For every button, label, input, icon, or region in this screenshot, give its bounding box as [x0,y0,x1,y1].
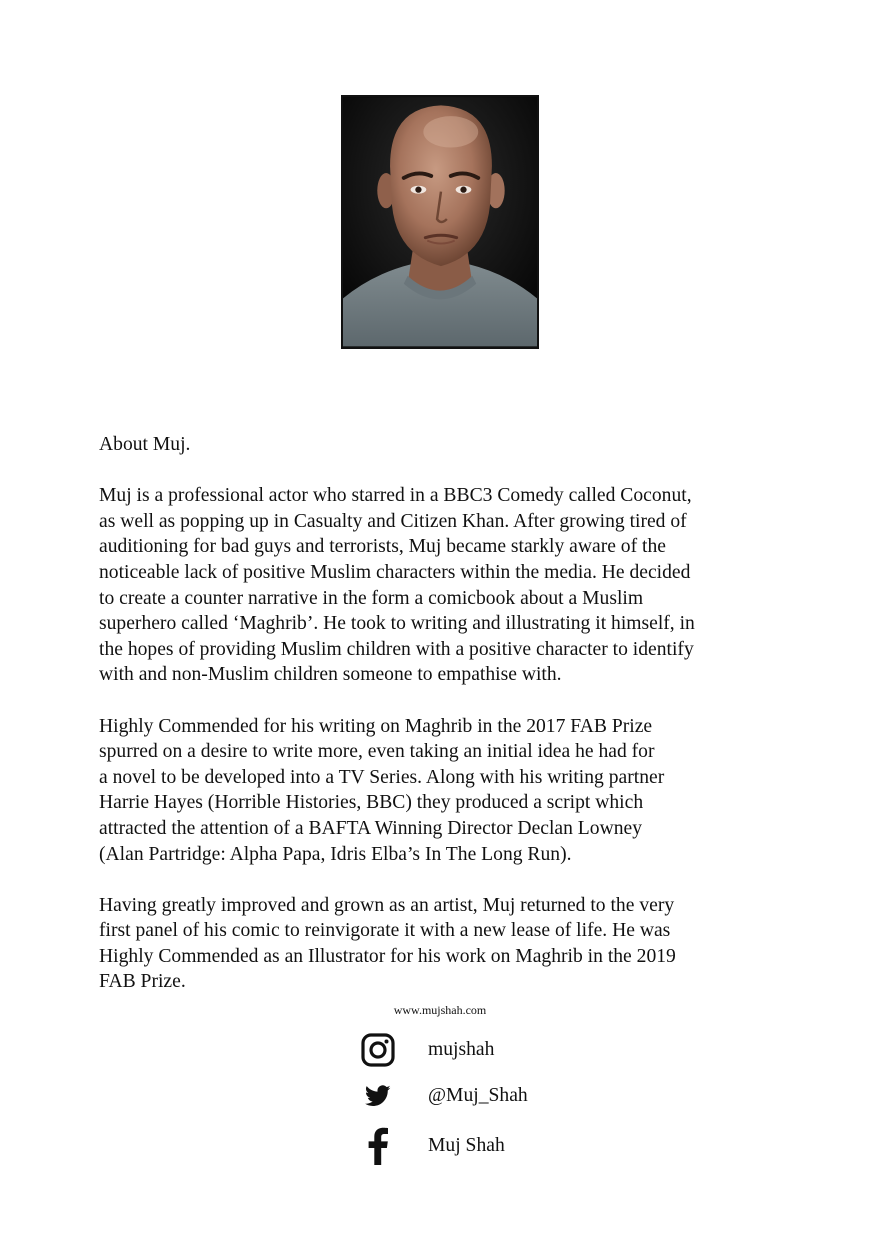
about-paragraph: Having greatly improved and grown as an artist, Muj returned to the very first panel of his comic to reinvigorate it with a new lease of life. He was Highly Commended as an Illustrator for his work on Maghrib in the 2019 FAB Prize. [99,894,676,993]
instagram-handle[interactable]: mujshah [428,1039,495,1060]
portrait-illustration [343,97,537,347]
facebook-icon[interactable] [358,1126,398,1166]
website-link[interactable]: www.mujshah.com [393,1003,487,1017]
social-instagram[interactable] [358,1030,494,1070]
instagram-icon[interactable] [358,1030,398,1070]
portrait-photo [341,95,539,349]
about-paragraph: Muj is a professional actor who starred in a BBC3 Comedy called Coconut, as well as popping up in Casualty and Citizen Khan. After growing tired of auditioning for bad guys and terrorists, Muj became starkly aware of the noticeable lack of positive Muslim characters within the media. He decided to create a counter narrative in the form a comicbook about a Muslim superhero called ‘Maghrib’. He took to writing and illustrating it himself, in the hopes of providing Muslim children with a positive character to identify with and non-Muslim children someone to empathise with. [99,485,695,686]
about-paragraph: Highly Commended for his writing on Maghrib in the 2017 FAB Prize spurred on a desire to write more, even taking an initial idea he had for a novel to be developed into a TV Series. Along with his writing partner Harrie Hayes (Horrible Histories, BBC) they produced a script which attracted the attention of a BAFTA Winning Director Declan Lowney (Alan Partridge: Alpha Papa, Idris Elba’s In The Long Run). [99,715,665,865]
twitter-icon[interactable] [358,1076,398,1116]
twitter-handle[interactable]: @Muj_Shah [428,1085,528,1106]
facebook-handle[interactable]: Muj Shah [428,1135,505,1156]
about-heading: About Muj. [99,434,191,455]
social-twitter[interactable] [358,1076,528,1116]
social-facebook[interactable] [358,1126,505,1166]
about-section [99,432,799,995]
